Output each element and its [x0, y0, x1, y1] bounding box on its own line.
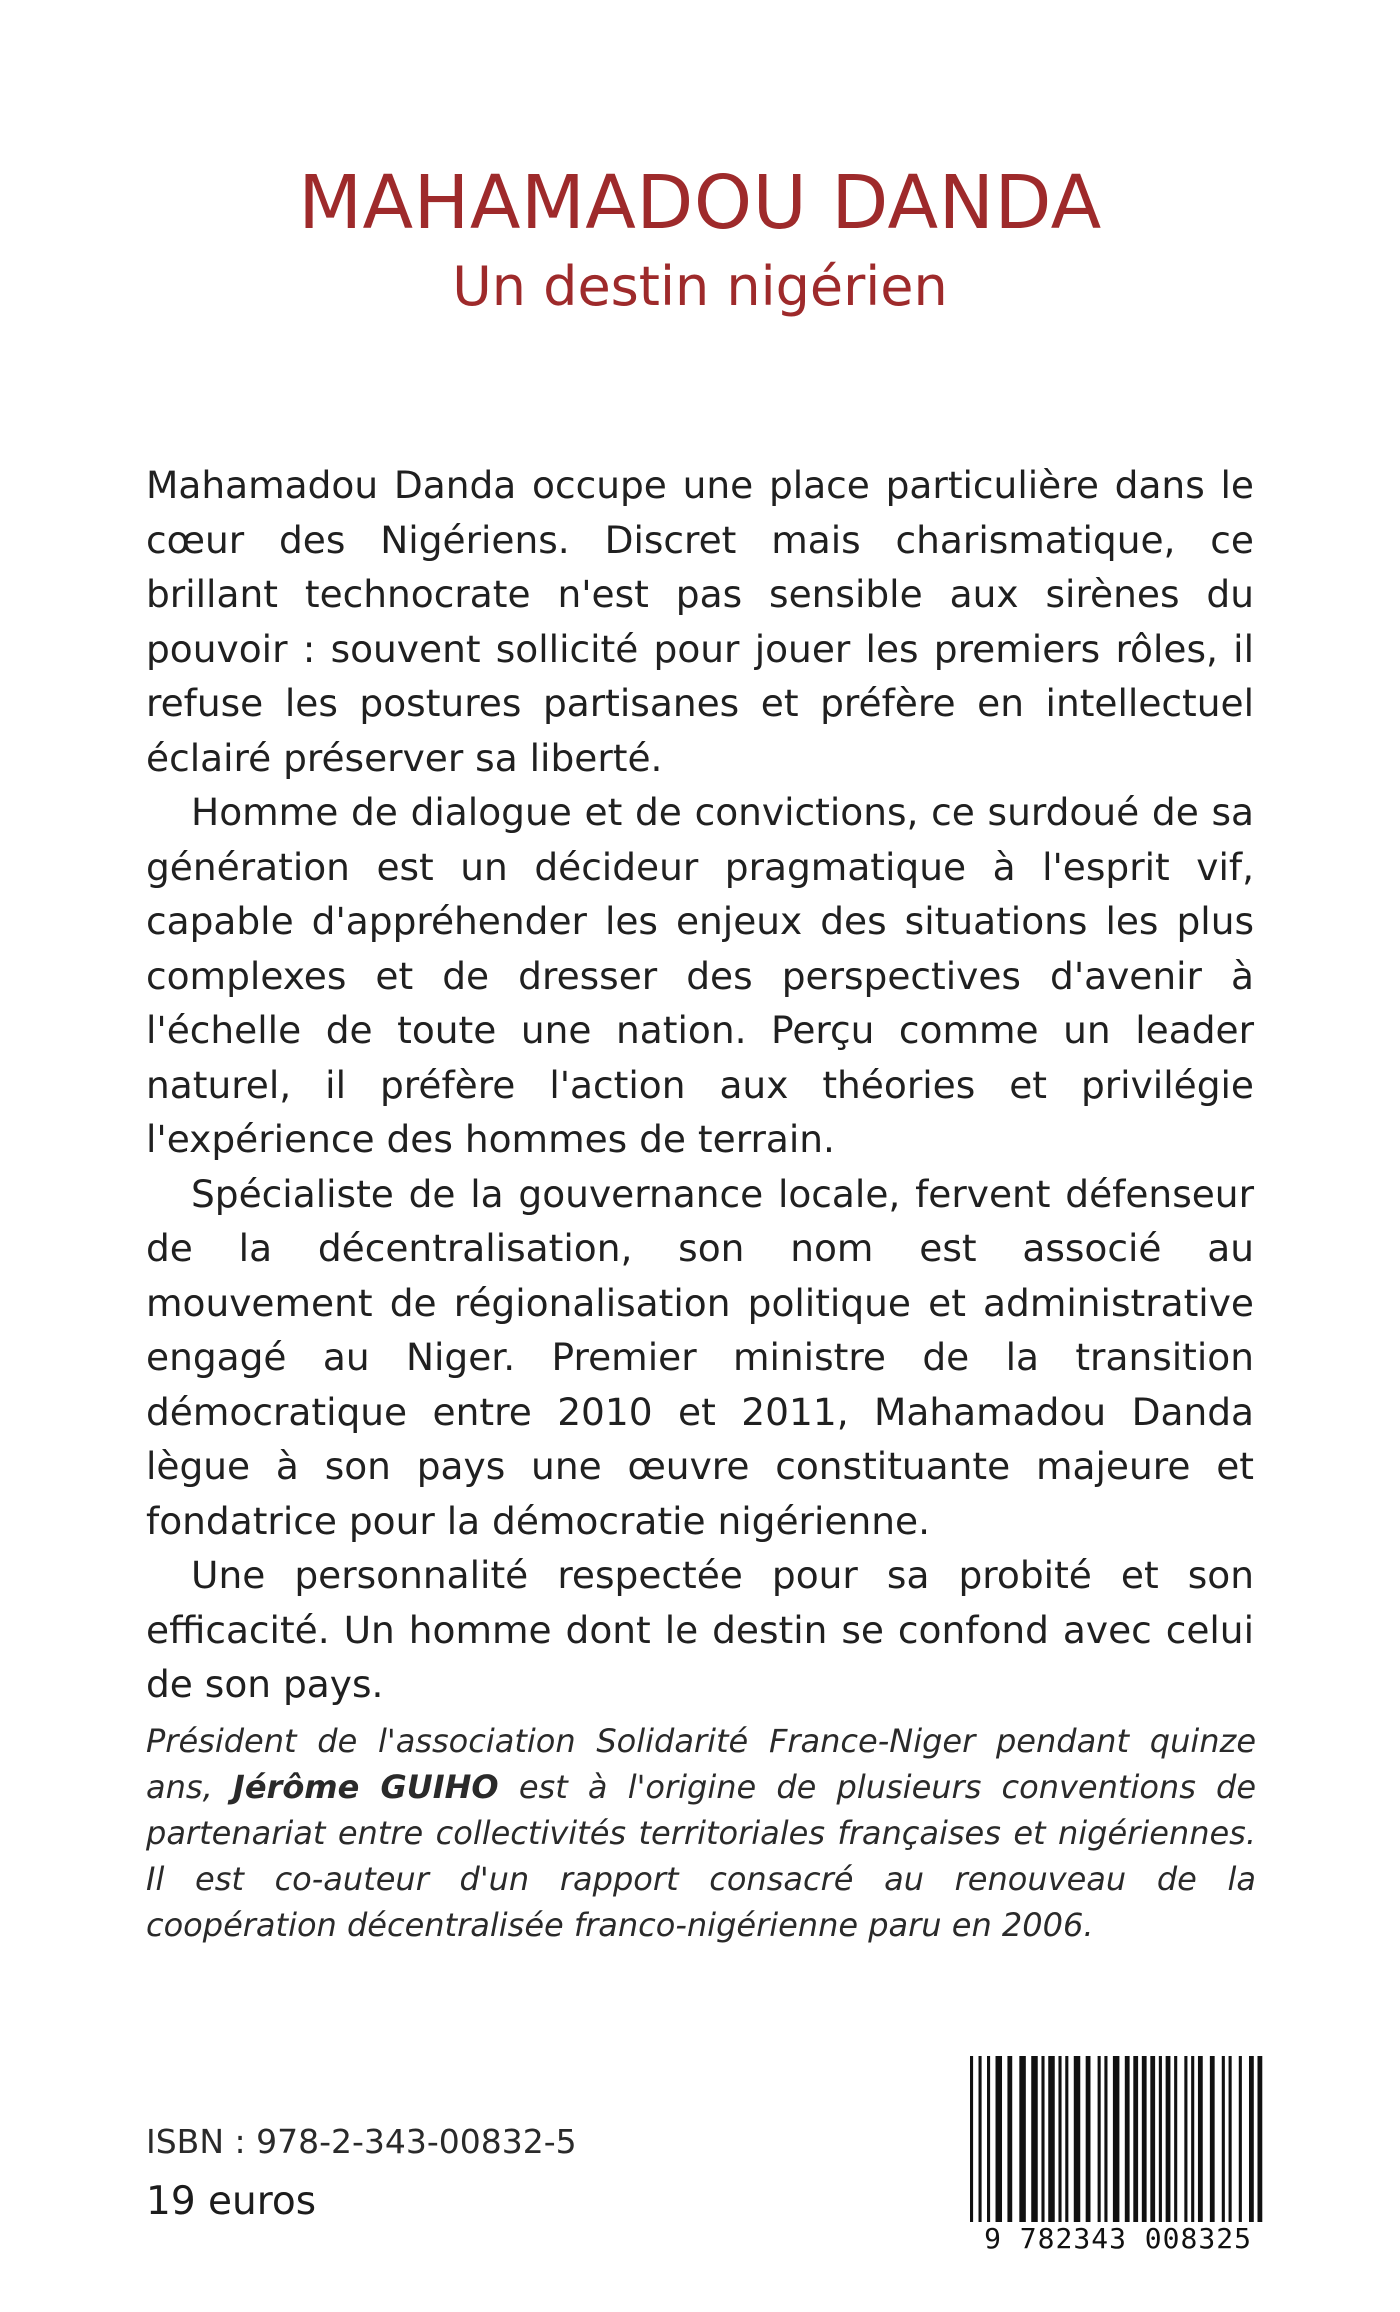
book-subtitle: Un destin nigérien	[452, 255, 948, 318]
barcode-bar	[1191, 2056, 1194, 2228]
blurb-paragraph: Mahamadou Danda occupe une place particulière dans le cœur des Nigériens. Discret mais charismatique, ce brillant technocrate n'est pas sensible aux sirènes du pouvoir : souvent sollicité pour jouer les premiers rôles, il refuse les postures partisanes et préfère en intellectuel éclairé préserver sa liberté.	[146, 463, 1254, 780]
barcode-bar	[1249, 2056, 1254, 2228]
barcode-bar	[1048, 2056, 1055, 2228]
barcode-bar	[1113, 2056, 1120, 2228]
barcode-bar	[1210, 2056, 1215, 2228]
barcode-bar	[1229, 2056, 1232, 2228]
barcode-icon	[970, 2056, 1266, 2256]
barcode-bar	[1074, 2056, 1081, 2228]
barcode-bar	[1031, 2056, 1038, 2228]
barcode-bar	[1174, 2056, 1177, 2228]
barcode-bar	[1142, 2056, 1147, 2228]
barcode-bar	[1065, 2056, 1068, 2228]
barcode-bar	[996, 2056, 1003, 2228]
barcode-bar	[1222, 2056, 1225, 2228]
barcode-bar	[1150, 2056, 1155, 2228]
book-title: MAHAMADOU DANDA	[298, 160, 1102, 246]
barcode-digits: 9 782343 008325	[970, 2222, 1266, 2256]
barcode-bar	[979, 2056, 982, 2228]
blurb-paragraph: Spécialiste de la gouvernance locale, fervent défenseur de la décentralisation, son nom est associé au mouvement de régionalisation politique et administrative engagé au Niger. Premier ministre de la transition démocratique entre 2010 et 2011, Mahamadou Danda lègue à son pays une œuvre constituante majeure et fondatrice pour la démocratie nigérienne.	[146, 1171, 1254, 1543]
author-bio-intro: Président de l'association Solidarité France-Niger pendant quinze ans,	[146, 1722, 1256, 1806]
author-bio-rest: est à l'origine de plusieurs conventions de partenariat entre collectivités territoriales françaises et nigériennes. Il est co-auteur d'un rapport consacré au renouveau de la coopération décentralisée franco-nigérienne paru en 2006.	[146, 1768, 1257, 1944]
barcode-bar	[1041, 2056, 1044, 2228]
barcode-bar	[1086, 2056, 1091, 2228]
barcode-bar	[987, 2056, 990, 2228]
barcode-bar	[1198, 2056, 1203, 2228]
barcode-bar	[1104, 2056, 1107, 2228]
barcode-bar	[970, 2056, 973, 2228]
blurb	[146, 458, 1254, 1712]
author-bio	[146, 1718, 1256, 1948]
barcode-bar	[1257, 2056, 1262, 2228]
blurb-paragraph: Homme de dialogue et de convictions, ce surdoué de sa génération est un décideur pragmatique à l'esprit vif, capable d'appréhender les enjeux des situations les plus complexes et de dresser des perspectives d'avenir à l'échelle de toute une nation. Perçu comme un leader naturel, il préfère l'action aux théories et privilégie l'expérience des hommes de terrain.	[146, 790, 1254, 1161]
barcode-bar	[1133, 2056, 1138, 2228]
author-name: Jérôme GUIHO	[232, 1768, 499, 1806]
barcode-bar	[1166, 2056, 1171, 2228]
blurb-paragraph: Une personnalité respectée pour sa probité et son efficacité. Un homme dont le destin se confond avec celui de son pays.	[146, 1553, 1254, 1706]
barcode-bar	[1159, 2056, 1162, 2228]
barcode-bar	[1058, 2056, 1061, 2228]
barcode-bar	[1019, 2056, 1025, 2228]
barcode-bar	[1125, 2056, 1130, 2228]
barcode-bar	[1098, 2056, 1101, 2228]
barcode-bars	[970, 2056, 1266, 2228]
isbn: ISBN : 978-2-343-00832-5	[146, 2122, 577, 2161]
barcode-bar	[1239, 2056, 1242, 2228]
barcode-bar	[1184, 2056, 1187, 2228]
barcode-bar	[1007, 2056, 1012, 2228]
price: 19 euros	[146, 2179, 317, 2224]
